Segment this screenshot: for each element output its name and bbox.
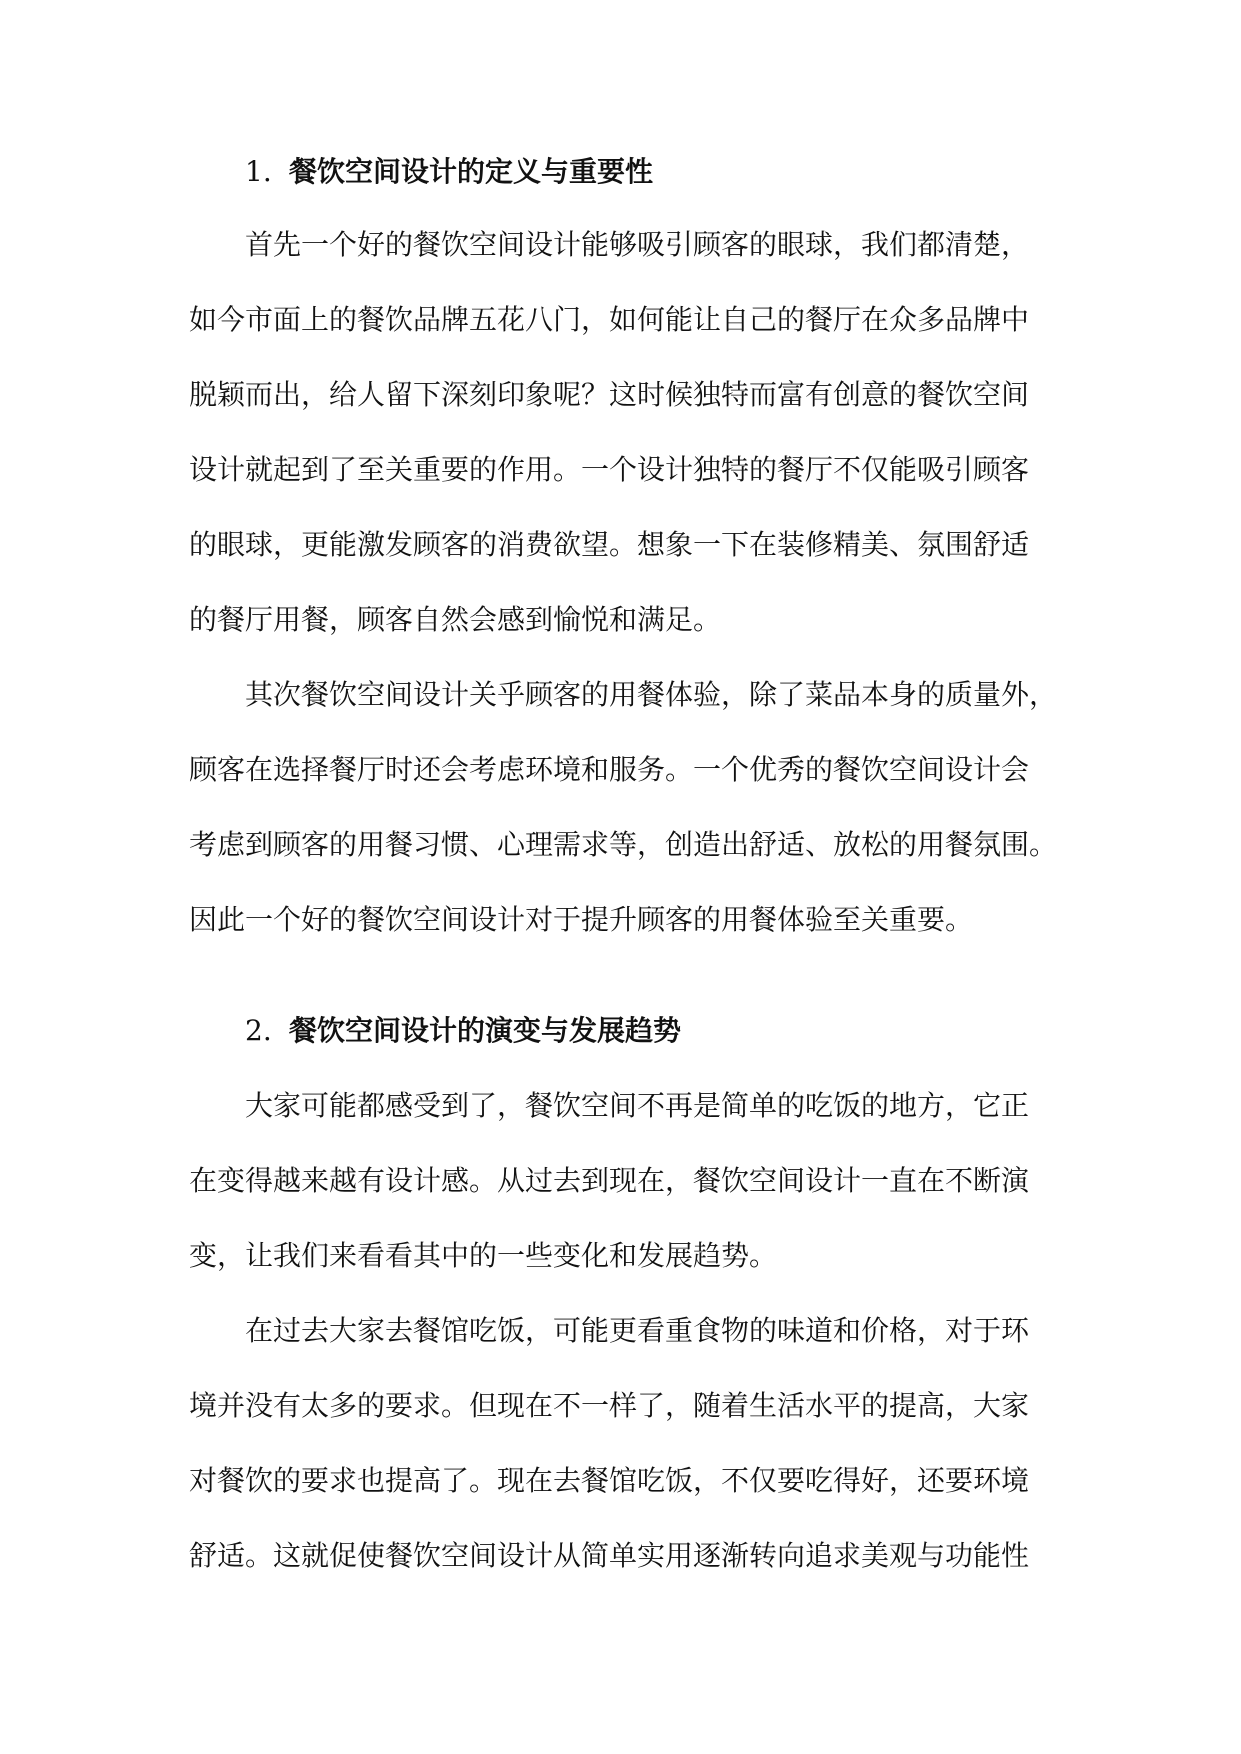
paragraph-line: 其次餐饮空间设计关乎顾客的用餐体验，除了菜品本身的质量外， bbox=[245, 678, 1058, 711]
paragraph-line: 因此一个好的餐饮空间设计对于提升顾客的用餐体验至关重要。 bbox=[189, 903, 974, 936]
paragraph-line: 脱颖而出，给人留下深刻印象呢？这时候独特而富有创意的餐饮空间 bbox=[189, 378, 1030, 411]
section-title: 餐饮空间设计的演变与发展趋势 bbox=[289, 1014, 682, 1047]
paragraph-line: 境并没有太多的要求。但现在不一样了，随着生活水平的提高，大家 bbox=[189, 1389, 1030, 1422]
section-heading bbox=[245, 154, 653, 190]
section-number: 1. bbox=[245, 155, 272, 188]
paragraph-line: 顾客在选择餐厅时还会考虑环境和服务。一个优秀的餐饮空间设计会 bbox=[189, 753, 1030, 786]
section-number: 2. bbox=[245, 1014, 272, 1047]
paragraph-line: 变，让我们来看看其中的一些变化和发展趋势。 bbox=[189, 1239, 778, 1272]
paragraph-line: 的眼球，更能激发顾客的消费欲望。想象一下在装修精美、氛围舒适 bbox=[189, 528, 1030, 561]
paragraph-line: 的餐厅用餐，顾客自然会感到愉悦和满足。 bbox=[189, 603, 722, 636]
paragraph-line: 对餐饮的要求也提高了。现在去餐馆吃饭，不仅要吃得好，还要环境 bbox=[189, 1464, 1030, 1497]
paragraph-line: 设计就起到了至关重要的作用。一个设计独特的餐厅不仅能吸引顾客 bbox=[189, 453, 1030, 486]
paragraph-line: 考虑到顾客的用餐习惯、心理需求等，创造出舒适、放松的用餐氛围。 bbox=[189, 828, 1058, 861]
paragraph-line: 首先一个好的餐饮空间设计能够吸引顾客的眼球，我们都清楚， bbox=[245, 228, 1030, 261]
section-title: 餐饮空间设计的定义与重要性 bbox=[289, 155, 654, 188]
paragraph-line: 舒适。这就促使餐饮空间设计从简单实用逐渐转向追求美观与功能性 bbox=[189, 1539, 1030, 1572]
paragraph-line: 在变得越来越有设计感。从过去到现在，餐饮空间设计一直在不断演 bbox=[189, 1164, 1030, 1197]
section-heading bbox=[245, 1013, 681, 1049]
paragraph-line: 如今市面上的餐饮品牌五花八门，如何能让自己的餐厅在众多品牌中 bbox=[189, 303, 1030, 336]
paragraph-line: 在过去大家去餐馆吃饭，可能更看重食物的味道和价格，对于环 bbox=[245, 1314, 1030, 1347]
paragraph-line: 大家可能都感受到了，餐饮空间不再是简单的吃饭的地方，它正 bbox=[245, 1089, 1030, 1122]
